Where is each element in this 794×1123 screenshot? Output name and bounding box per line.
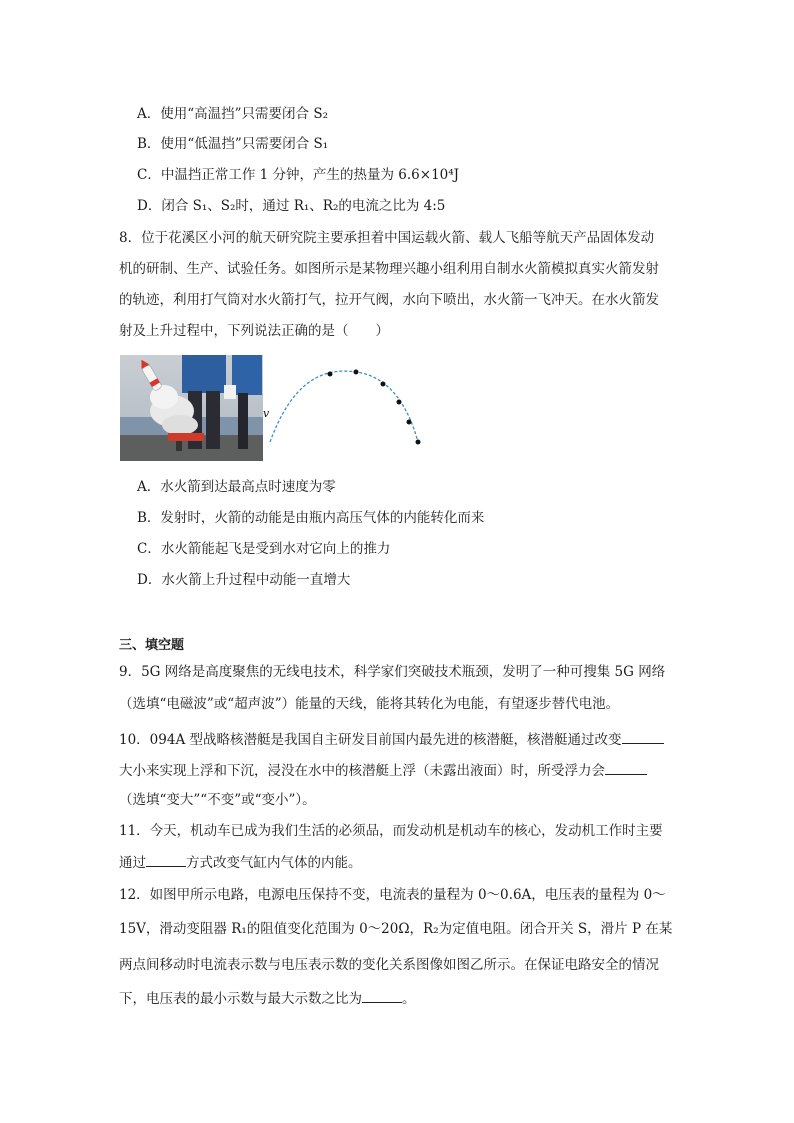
answer-blank[interactable] [362, 988, 402, 1003]
section-title-fill-in: 三、填空题 [119, 638, 185, 653]
q11-text-1: 通过 [119, 855, 146, 871]
trajectory-diagram [262, 362, 432, 456]
q10-stem-line-2 [119, 760, 679, 781]
answer-blank[interactable] [146, 852, 186, 867]
trajectory-point [328, 372, 333, 377]
q10-stem-line-1 [119, 729, 679, 750]
q8-stem-line-1: 8．位于花溪区小河的航天研究院主要承担着中国运载火箭、载人飞船等航天产品固体发动 [119, 230, 655, 246]
q9-stem-line-1: 9．5G 网络是高度聚焦的无线电技术，科学家们突破技术瓶颈，发明了一种可搜集 5G 网络 [119, 664, 666, 680]
trajectory-curve [270, 371, 418, 442]
q8-stem-line-2: 机的研制、生产、试验任务。如图所示是某物理兴趣小组利用自制水火箭模拟真实火箭发射 [119, 261, 659, 277]
trajectory-point [407, 420, 412, 425]
q7-option-b: B．使用“低温挡”只需要闭合 S₁ [137, 136, 329, 152]
velocity-label: v [263, 407, 270, 420]
trajectory-point [354, 370, 359, 375]
q12-stem-line-3: 两点间移动时电流表示数与电压表示数的变化关系图像如图乙所示。在保证电路安全的情况 [119, 957, 659, 973]
trajectory-point [397, 400, 402, 405]
q10-stem-line-3: （选填“变大”“不变”或“变小”）。 [119, 792, 316, 808]
trajectory-point [416, 440, 421, 445]
q12-stem-line-2: 15V，滑动变阻器 R₁的阻值变化范围为 0～20Ω，R₂为定值电阻。闭合开关 S，滑片 P 在某 [119, 921, 673, 937]
q12-text-1: 下，电压表的最小示数与最大示数之比为 [119, 991, 362, 1007]
q11-text-2: 方式改变气缸内气体的内能。 [186, 855, 362, 871]
q11-stem-line-1: 11．今天，机动车已成为我们生活的必须品，而发动机是机动车的核心，发动机工作时主要 [119, 823, 663, 839]
q11-stem-line-2 [119, 852, 679, 873]
q7-option-d: D．闭合 S₁、S₂时，通过 R₁、R₂的电流之比为 4:5 [137, 198, 446, 214]
q8-option-a: A．水火箭到达最高点时速度为零 [137, 479, 336, 495]
q8-option-d: D．水火箭上升过程中动能一直增大 [137, 572, 351, 588]
trajectory-point [381, 382, 386, 387]
q10-text-1: 10．094A 型战略核潜艇是我国自主研发目前国内最先进的核潜艇，核潜艇通过改变 [119, 732, 622, 748]
answer-blank[interactable] [622, 729, 664, 744]
q10-text-2: 大小来实现上浮和下沉，浸没在水中的核潜艇上浮（未露出液面）时，所受浮力会 [119, 763, 605, 779]
q12-text-2: 。 [402, 991, 416, 1007]
q7-option-c: C．中温挡正常工作 1 分钟，产生的热量为 6.6×10⁴J [137, 167, 460, 183]
rocket-launch-photo [120, 355, 263, 461]
q12-stem-line-1: 12．如图甲所示电路，电源电压保持不变，电流表的量程为 0～0.6A，电压表的量程为 0～ [119, 887, 666, 903]
rocket-launch-illustration [120, 355, 263, 461]
q8-stem-line-4: 射及上升过程中，下列说法正确的是（ ） [119, 323, 389, 339]
q8-option-c: C．水火箭能起飞是受到水对它向上的推力 [137, 541, 391, 557]
q12-stem-line-4 [119, 988, 679, 1009]
q8-option-b: B．发射时，火箭的动能是由瓶内高压气体的内能转化而来 [137, 510, 485, 526]
q8-stem-line-3: 的轨迹，利用打气筒对水火箭打气，拉开气阀，水向下喷出，水火箭一飞冲天。在水火箭发 [119, 292, 659, 308]
q9-stem-line-2: （选填“电磁波”或“超声波”）能量的天线，能将其转化为电能，有望逐步替代电池。 [119, 696, 620, 712]
q7-option-a: A．使用“高温挡”只需要闭合 S₂ [137, 106, 329, 122]
answer-blank[interactable] [605, 760, 647, 775]
